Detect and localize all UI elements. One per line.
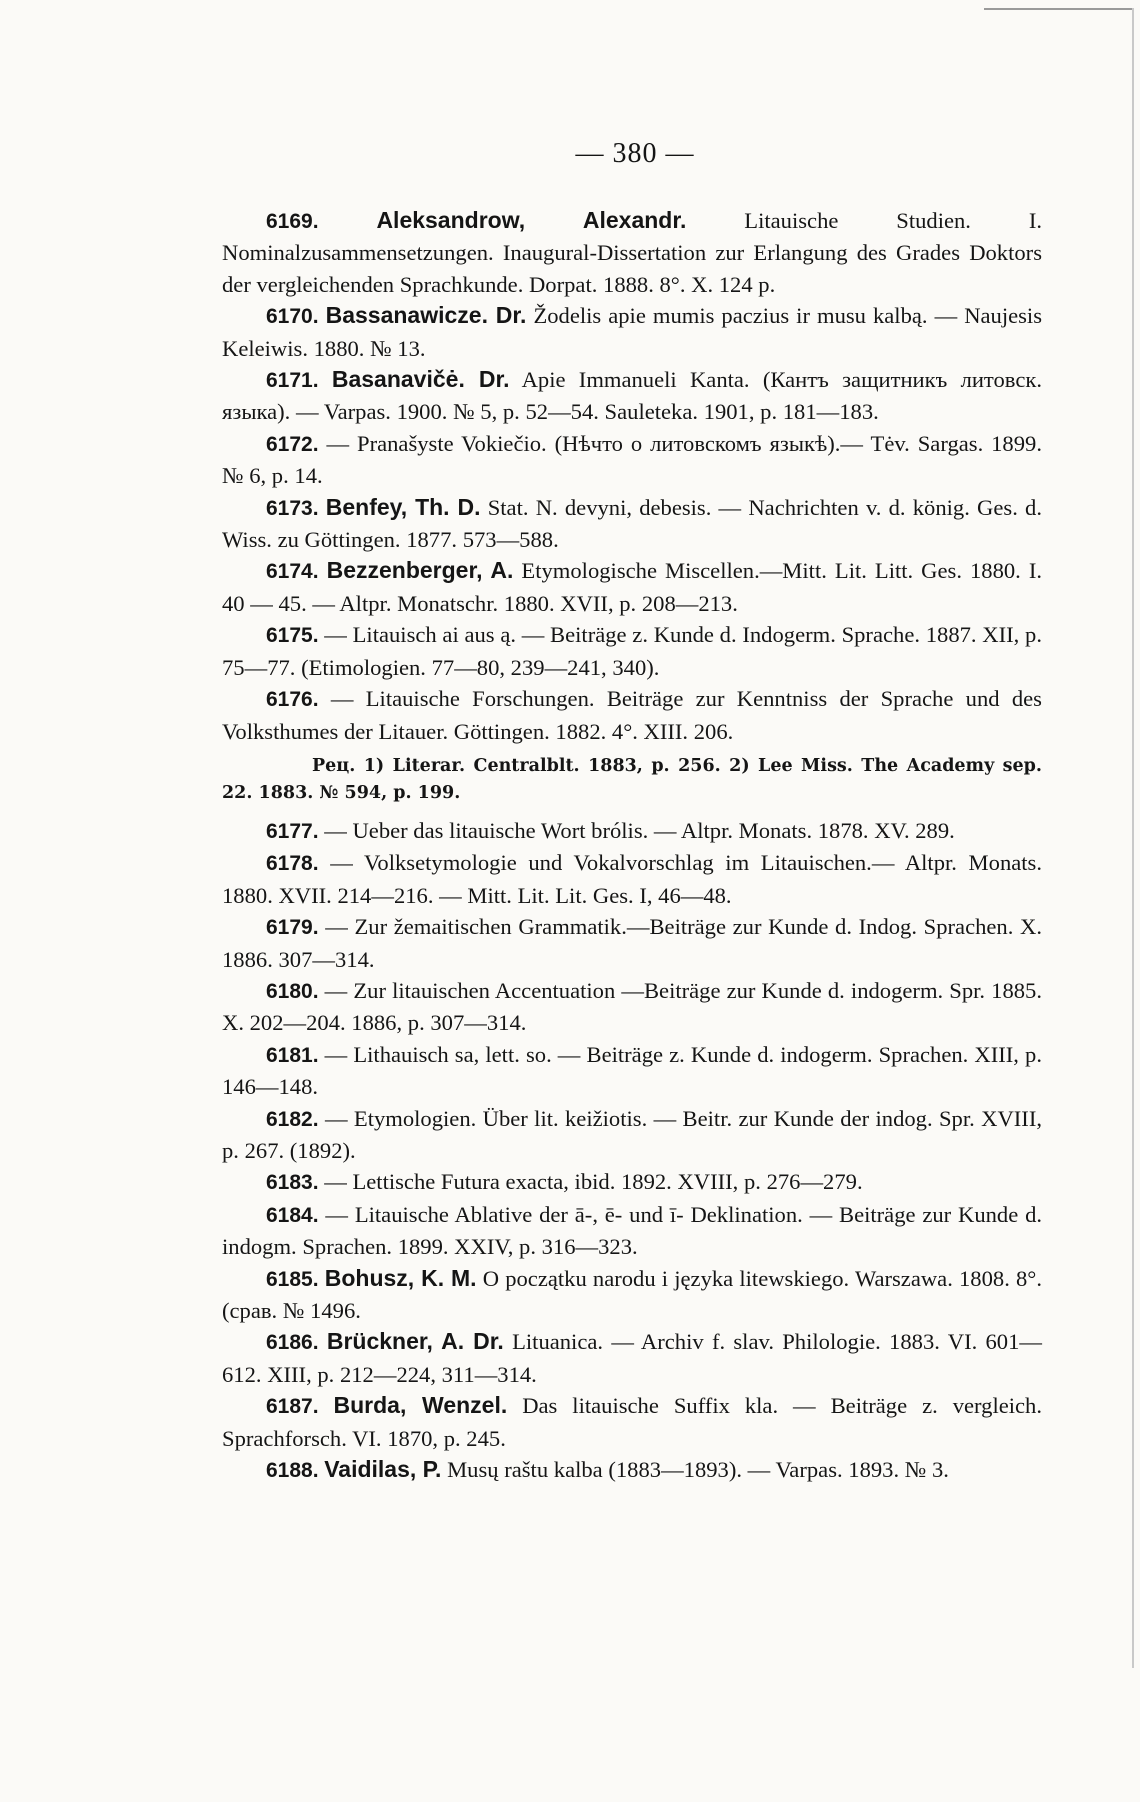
page-edge-right [1132,8,1134,1668]
entry-6175: 6175. — Litauisch ai aus ą. — Beiträge z. Kunde d. Indogerm. Sprache. 1887. XII, p. 75—77. (Etimologien. 77—80, 239—241, 340). [222,622,1042,680]
entry-6179: 6179. — Zur žemaitischen Grammatik.—Beiträge zur Kunde d. Indog. Sprachen. X. 1886. 307—314. [222,914,1042,972]
entry-6178: 6178. — Volksetymologie und Vokalvorschlag im Litauischen.— Altpr. Monats. 1880. XVII. 214—216. — Mitt. Lit. Lit. Ges. I, 46—48. [222,850,1042,908]
entry-6172: 6172. — Pranašyste Vokiečio. (Нѣчто о литовскомъ языкѣ).— Tėv. Sargas. 1899. № 6, p. 14. [222,430,1042,489]
page-number: — 380 — [575,138,695,169]
entry-6181: 6181. — Lithauisch sa, lett. so. — Beiträge z. Kunde d. indogerm. Sprachen. XIII, p. 146—148. [222,1041,1042,1100]
entry-6182: 6182. — Etymologien. Über lit. keižiotis. — Beitr. zur Kunde der indog. Spr. XVIII, p. 267. (1892). [222,1105,1042,1163]
entry-6177: 6177. — Ueber das litauische Wort brólis. — Altpr. Monats. 1878. XV. 289. [266,817,955,843]
entry-6180: 6180. — Zur litauischen Accentuation —Beiträge zur Kunde d. indogerm. Spr. 1885. X. 202—204. 1886, p. 307—314. [222,977,1042,1036]
entry-6174: 6174. Bezzenberger, A. Etymologische Miscellen.—Mitt. Lit. Litt. Ges. 1880. I. 40 — 45. — Altpr. Monatschr. 1880. XVII, p. 208—213. [222,557,1042,616]
entry-6183: 6183. — Lettische Futura exacta, ibid. 1892. XVIII, p. 276—279. [266,1169,863,1195]
entry-6169: 6169. Aleksandrow, Alexandr. Litauische Studien. I. Nominalzusammensetzungen. Inaugural-Dissertation zur Erlangung des Grades Doktors der vergleichenden Sprachkunde. Dorpat. 1888. 8°. X. 124 p. [222,207,1042,297]
entry-6186: 6186. Brückner, A. Dr. Lituanica. — Archiv f. slav. Philologie. 1883. VI. 601—612. XIII, p. 212—224, 311—314. [222,1328,1042,1387]
entry-6188: 6188. Vaidilas, P. Musų raštu kalba (1883—1893). — Varpas. 1893. № 3. [266,1456,949,1483]
page-edge-top [984,8,1134,10]
entry-6173: 6173. Benfey, Th. D. Stat. N. devyni, debesis. — Nachrichten v. d. könig. Ges. d. Wiss. zu Göttingen. 1877. 573—588. [222,493,1042,553]
entry-6184: 6184. — Litauische Ablative der ā-, ē- und ī- Deklination. — Beiträge zur Kunde d. indogm. Sprachen. 1899. XXIV, p. 316—323. [222,1201,1043,1260]
review-note: Рец. 1) Literar. Centralblt. 1883, p. 256. 2) Lee Miss. The Academy sep. 22. 1883. № 594, p. 199. [222,755,1042,803]
bibliography-column [222,205,1042,1486]
entry-6176: 6176. — Litauische Forschungen. Beiträge zur Kenntniss der Sprache und des Volksthumes der Litauer. Göttingen. 1882. 4°. XIII. 206. [222,686,1042,744]
entry-6187: 6187. Burda, Wenzel. Das litauische Suffix kla. — Beiträge z. vergleich. Sprachforsch. VI. 1870, p. 245. [222,1392,1043,1451]
entry-6185: 6185. Bohusz, K. M. O początku narodu i języka litewskiego. Warszawa. 1808. 8°. (срав. № 1496. [222,1264,1042,1323]
entry-6170: 6170. Bassanawicze. Dr. Žodelis apie mumis paczius ir musu kalbą. — Naujesis Keleiwis. 1880. № 13. [222,302,1042,361]
entry-6171: 6171. Basanavičė. Dr. Apie Immanueli Kanta. (Кантъ защитникъ литовск. языка). — Varpas. 1900. № 5, p. 52—54. Sauleteka. 1901, p. 181—183. [222,366,1042,425]
